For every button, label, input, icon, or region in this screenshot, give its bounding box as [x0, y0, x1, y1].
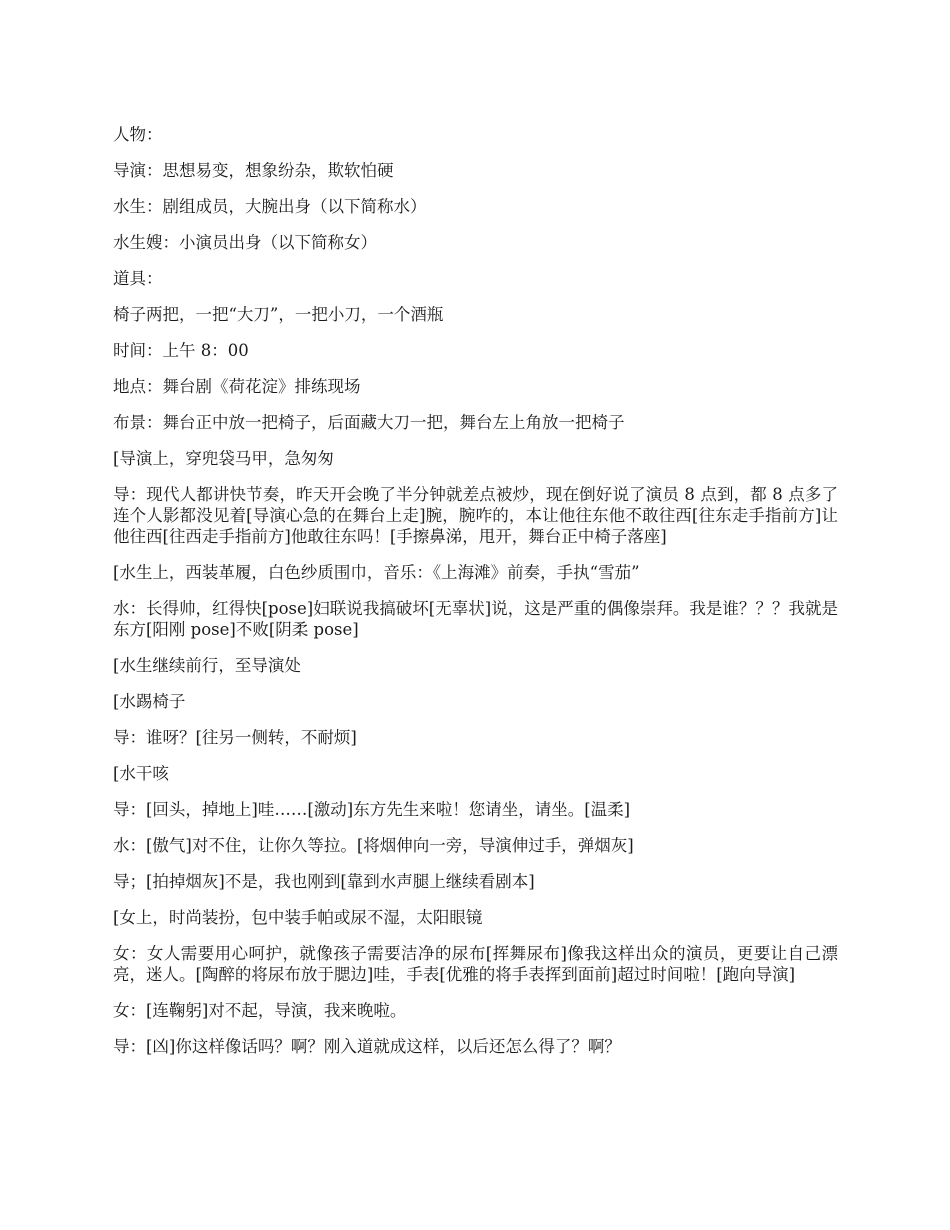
set-description: 布景：舞台正中放一把椅子，后面藏大刀一把，舞台左上角放一把椅子 [113, 413, 625, 432]
dialogue-line: 女：女人需要用心呵护，就像孩子需要洁净的尿布[挥舞尿布]像我这样出众的演员，更要让自己漂亮，迷人。[陶醉的将尿布放于腮边]哇，手表[优雅的将手表挥到面前]超过时间啦！[跑向导演] [113, 944, 838, 984]
props-list: 椅子两把，一把“大刀”，一把小刀，一个酒瓶 [113, 305, 444, 324]
dialogue-line: 水：[傲气]对不住，让你久等拉。[将烟伸向一旁，导演伸过手，弹烟灰] [113, 836, 634, 855]
props-heading: 道具： [113, 269, 163, 288]
stage-direction: [水踢椅子 [113, 692, 186, 711]
dialogue-line: 导；[拍掉烟灰]不是，我也刚到[靠到水声腿上继续看剧本] [113, 872, 535, 891]
stage-direction: [导演上，穿兜袋马甲，急匆匆 [113, 449, 334, 468]
dialogue-line: 导：谁呀？[往另一侧转，不耐烦] [113, 728, 357, 747]
script-body [113, 124, 838, 1072]
cast-heading: 人物： [113, 125, 163, 144]
dialogue-line: 导：现代人都讲快节奏，昨天开会晚了半分钟就差点被炒，现在倒好说了演员 8 点到，都 8 点多了连个人影都没见着[导演心急的在舞台上走]腕，腕咋的，本让他往东他不敢往西[往东走手指前方]让他往西[往西走手指前方]他敢往东吗！[手擦鼻涕，甩开，舞台正中椅子落座] [113, 485, 838, 546]
cast-shuisheng-wife: 水生嫂：小演员出身（以下简称女） [113, 233, 377, 252]
stage-direction: [水生继续前行，至导演处 [113, 656, 301, 675]
dialogue-line: 水：长得帅，红得快[pose]妇联说我搞破坏[无辜状]说，这是严重的偶像崇拜。我是谁？？？我就是东方[阳刚 pose]不败[阴柔 pose] [113, 599, 838, 639]
dialogue-line: 导：[凶]你这样像话吗？啊？刚入道就成这样，以后还怎么得了？啊？ [113, 1037, 621, 1056]
stage-direction: [水干咳 [113, 764, 169, 783]
cast-shuisheng: 水生：剧组成员，大腕出身（以下简称水） [113, 197, 427, 216]
location-line: 地点：舞台剧《荷花淀》排练现场 [113, 377, 361, 396]
stage-direction: [女上，时尚装扮，包中装手帕或尿不湿，太阳眼镜 [113, 908, 483, 927]
time-line: 时间：上午 8：00 [113, 341, 249, 360]
dialogue-line: 女：[连鞠躬]对不起，导演，我来晚啦。 [113, 1001, 407, 1020]
cast-director: 导演：思想易变，想象纷杂，欺软怕硬 [113, 161, 394, 180]
stage-direction: [水生上，西装革履，白色纱质围巾，音乐：《上海滩》前奏，手执“雪茄” [113, 563, 640, 582]
dialogue-line: 导：[回头，掉地上]哇……[激动]东方先生来啦！您请坐，请坐。[温柔] [113, 800, 631, 819]
